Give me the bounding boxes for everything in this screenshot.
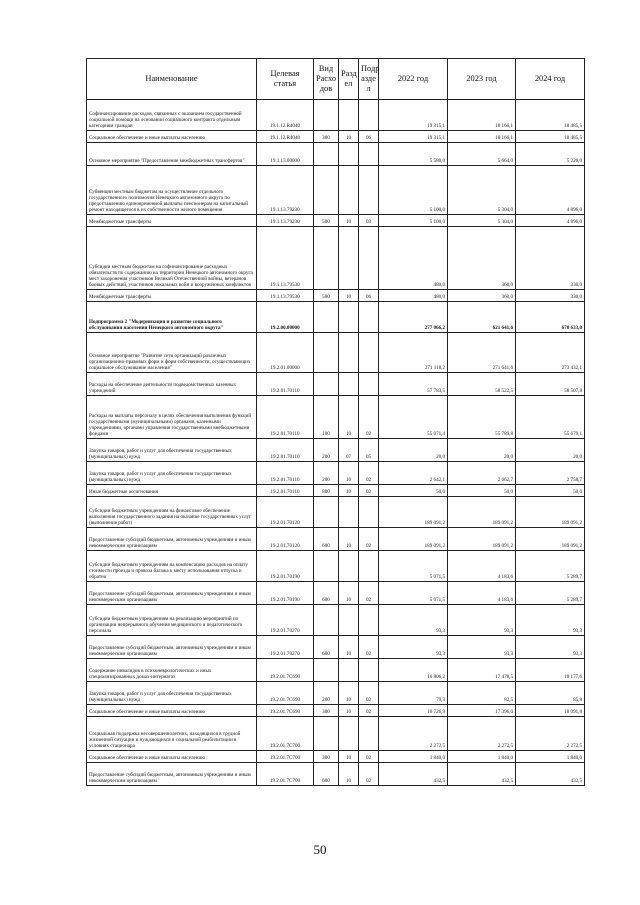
table-row: [87, 497, 585, 528]
header-year-2023: 2023 год: [448, 59, 516, 100]
amount-2022-cell: 277 066,2: [379, 302, 448, 333]
subsection-cell: 06: [359, 290, 379, 302]
section-cell: [339, 717, 359, 751]
amount-2024-cell: 18 091,8: [516, 705, 585, 717]
row-name-cell: Закупка товаров, работ и услуг для обеспечения государственных (муниципальных) нужд: [87, 462, 257, 485]
row-name-cell: Подпрограмма 2 "Модернизация и развитие социального обслуживания населения Ненецкого автономного округа": [87, 302, 257, 333]
row-name-cell: Межбюджетные трансферты: [87, 215, 257, 227]
subsection-cell: 02: [359, 582, 379, 605]
table-row: [87, 705, 585, 717]
amount-2022-cell: 5 100,0: [379, 166, 448, 215]
row-name-cell: Субсидии бюджетным учреждениям на финансовое обеспечение выполнения государственного задания на оказание государственных услуг (выполнение работ): [87, 497, 257, 528]
expense-type-cell: 600: [314, 582, 339, 605]
amount-2022-cell: 5 071,5: [379, 582, 448, 605]
target-article-cell: 19.2.01.00000: [257, 333, 314, 373]
amount-2024-cell: 330,0: [516, 290, 585, 302]
expense-type-cell: [314, 659, 339, 682]
subsection-cell: [359, 227, 379, 290]
section-cell: 10: [339, 215, 359, 227]
target-article-cell: 19.2.01.7С690: [257, 705, 314, 717]
section-cell: [339, 373, 359, 396]
budget-table: [86, 58, 585, 786]
amount-2022-cell: 16 726,9: [379, 705, 448, 717]
section-cell: [339, 659, 359, 682]
amount-2023-cell: 2 662,7: [448, 462, 516, 485]
amount-2023-cell: 4 183,6: [448, 551, 516, 582]
amount-2023-cell: 189 091,2: [448, 528, 516, 551]
table-row: [87, 100, 585, 131]
amount-2022-cell: 5 100,0: [379, 215, 448, 227]
amount-2024-cell: 5 289,7: [516, 582, 585, 605]
target-article-cell: 19.1.13.00000: [257, 143, 314, 166]
target-article-cell: 19.2.01.70270: [257, 636, 314, 659]
section-cell: [339, 551, 359, 582]
amount-2024-cell: 4 896,0: [516, 215, 585, 227]
row-name-cell: Иные бюджетные ассигнования: [87, 485, 257, 497]
table-row: [87, 682, 585, 705]
amount-2024-cell: 273 432,1: [516, 333, 585, 373]
amount-2023-cell: 58 522,5: [448, 373, 516, 396]
amount-2023-cell: 18 166,1: [448, 100, 516, 131]
amount-2022-cell: 5 580,0: [379, 143, 448, 166]
amount-2024-cell: 2 272,5: [516, 717, 585, 751]
subsection-cell: [359, 302, 379, 333]
target-article-cell: 19.1.13.79530: [257, 227, 314, 290]
expense-type-cell: 500: [314, 215, 339, 227]
row-name-cell: Закупка товаров, работ и услуг для обеспечения государственных (муниципальных) нужд: [87, 682, 257, 705]
amount-2023-cell: 432,5: [448, 763, 516, 786]
section-cell: [339, 333, 359, 373]
row-name-cell: Субсидии местным бюджетам на софинансирование расходных обязательств по содержанию на территории Ненецкого автономного округа мест захоронения участников Великой Отечественной войны, ветеранов боевых действий, участников локальных войн и вооружённых конфликтов: [87, 227, 257, 290]
table-row: [87, 227, 585, 290]
section-cell: 10: [339, 528, 359, 551]
amount-2024-cell: 93,3: [516, 605, 585, 636]
amount-2023-cell: 20,0: [448, 439, 516, 462]
section-cell: [339, 497, 359, 528]
expense-type-cell: [314, 605, 339, 636]
amount-2024-cell: 18 177,6: [516, 659, 585, 682]
expense-type-cell: 600: [314, 636, 339, 659]
amount-2024-cell: 18 485,5: [516, 131, 585, 143]
target-article-cell: 19.2.01.70110: [257, 462, 314, 485]
expense-type-cell: [314, 717, 339, 751]
subsection-cell: 02: [359, 396, 379, 439]
amount-2022-cell: 50,0: [379, 485, 448, 497]
target-article-cell: 19.2.01.70120: [257, 528, 314, 551]
table-row: [87, 396, 585, 439]
table-row: [87, 751, 585, 763]
amount-2022-cell: 57 783,5: [379, 373, 448, 396]
table-row: [87, 143, 585, 166]
subsection-cell: 02: [359, 528, 379, 551]
section-cell: 07: [339, 439, 359, 462]
expense-type-cell: 600: [314, 528, 339, 551]
row-name-cell: Содержание инвалидов в психоневрологических и иных специализированных домах-интернатах: [87, 659, 257, 682]
target-article-cell: 19.2.01.70110: [257, 396, 314, 439]
header-year-2024: 2024 год: [516, 59, 585, 100]
section-cell: 10: [339, 290, 359, 302]
row-name-cell: Основное мероприятие "Предоставление межбюджетных трансфертов": [87, 143, 257, 166]
amount-2023-cell: 621 641,6: [448, 302, 516, 333]
amount-2022-cell: 93,3: [379, 605, 448, 636]
subsection-cell: [359, 605, 379, 636]
table-row: [87, 302, 585, 333]
amount-2023-cell: 18 166,1: [448, 131, 516, 143]
table-row: [87, 605, 585, 636]
amount-2023-cell: 271 641,6: [448, 333, 516, 373]
header-section: Разд ел: [339, 59, 359, 100]
table-row: [87, 763, 585, 786]
header-name: Наименование: [87, 59, 257, 100]
target-article-cell: 19.2.01.70190: [257, 582, 314, 605]
amount-2022-cell: 189 091,2: [379, 497, 448, 528]
expense-type-cell: [314, 333, 339, 373]
subsection-cell: 02: [359, 462, 379, 485]
section-cell: 10: [339, 462, 359, 485]
amount-2023-cell: 4 183,6: [448, 582, 516, 605]
table-row: [87, 636, 585, 659]
amount-2024-cell: 58 507,8: [516, 373, 585, 396]
expense-type-cell: [314, 302, 339, 333]
header-target-article: Целевая статья: [257, 59, 314, 100]
expense-type-cell: [314, 373, 339, 396]
amount-2022-cell: 480,0: [379, 227, 448, 290]
amount-2024-cell: 330,0: [516, 227, 585, 290]
section-cell: 10: [339, 705, 359, 717]
target-article-cell: 19.2.01.70270: [257, 605, 314, 636]
row-name-cell: Социальная поддержка несовершеннолетних, находящихся в трудной жизненной ситуации и нуждающихся в социальной реабилитации в условиях стационара: [87, 717, 257, 751]
target-article-cell: 19.2.01.70110: [257, 439, 314, 462]
table-row: [87, 717, 585, 751]
row-name-cell: Социальное обеспечение и иные выплаты населению: [87, 705, 257, 717]
section-cell: 10: [339, 131, 359, 143]
amount-2022-cell: 20,0: [379, 439, 448, 462]
amount-2023-cell: 360,0: [448, 227, 516, 290]
expense-type-cell: 300: [314, 131, 339, 143]
expense-type-cell: [314, 143, 339, 166]
target-article-cell: 19.2.01.7С700: [257, 717, 314, 751]
subsection-cell: [359, 100, 379, 131]
amount-2022-cell: 79,3: [379, 682, 448, 705]
amount-2022-cell: 2 642,1: [379, 462, 448, 485]
header-year-2022: 2022 год: [379, 59, 448, 100]
amount-2024-cell: 5 226,0: [516, 143, 585, 166]
amount-2023-cell: 189 091,2: [448, 497, 516, 528]
table-row: [87, 582, 585, 605]
subsection-cell: [359, 659, 379, 682]
subsection-cell: [359, 143, 379, 166]
row-name-cell: Социальное обеспечение и иные выплаты населению: [87, 131, 257, 143]
row-name-cell: Субвенции местным бюджетам на осуществление отдельного государственного полномочия Ненецкого автономного округа по предоставлению единовременной выплаты пенсионерам на капитальный ремонт находящегося в их собственности жилого помещения: [87, 166, 257, 215]
amount-2024-cell: 93,3: [516, 636, 585, 659]
amount-2022-cell: 2 272,5: [379, 717, 448, 751]
target-article-cell: 19.2.01.7С690: [257, 682, 314, 705]
amount-2022-cell: 432,5: [379, 763, 448, 786]
section-cell: 10: [339, 485, 359, 497]
expense-type-cell: 800: [314, 485, 339, 497]
expense-type-cell: 200: [314, 462, 339, 485]
amount-2024-cell: 1 840,0: [516, 751, 585, 763]
amount-2022-cell: 271 118,2: [379, 333, 448, 373]
expense-type-cell: 100: [314, 396, 339, 439]
amount-2023-cell: 2 272,5: [448, 717, 516, 751]
amount-2023-cell: 82,5: [448, 682, 516, 705]
subsection-cell: [359, 373, 379, 396]
page-number: 50: [313, 842, 327, 857]
expense-type-cell: [314, 227, 339, 290]
section-cell: 10: [339, 582, 359, 605]
target-article-cell: 19.2.01.70110: [257, 485, 314, 497]
amount-2024-cell: 18 485,5: [516, 100, 585, 131]
target-article-cell: 19.2.01.7С700: [257, 763, 314, 786]
section-cell: [339, 143, 359, 166]
section-cell: [339, 100, 359, 131]
amount-2022-cell: 55 071,4: [379, 396, 448, 439]
row-name-cell: Расходы на обеспечение деятельности подведомственных казенных учреждений: [87, 373, 257, 396]
table-row: [87, 373, 585, 396]
amount-2022-cell: 1 840,0: [379, 751, 448, 763]
section-cell: [339, 302, 359, 333]
amount-2023-cell: 93,3: [448, 636, 516, 659]
amount-2023-cell: 17 396,0: [448, 705, 516, 717]
table-row: [87, 551, 585, 582]
target-article-cell: 19.2.01.70190: [257, 551, 314, 582]
expense-type-cell: [314, 100, 339, 131]
subsection-cell: [359, 551, 379, 582]
target-article-cell: 19.1.13.79530: [257, 290, 314, 302]
row-name-cell: Предоставление субсидий бюджетным, автономным учреждениям и иным некоммерческим организациям: [87, 763, 257, 786]
header-subsection: Подр азде л: [359, 59, 379, 100]
section-cell: [339, 227, 359, 290]
target-article-cell: 19.1.13.79230: [257, 166, 314, 215]
amount-2024-cell: 5 289,7: [516, 551, 585, 582]
amount-2024-cell: 20,0: [516, 439, 585, 462]
subsection-cell: [359, 497, 379, 528]
amount-2022-cell: 189 091,2: [379, 528, 448, 551]
subsection-cell: 02: [359, 751, 379, 763]
amount-2022-cell: 5 071,5: [379, 551, 448, 582]
expense-type-cell: 200: [314, 439, 339, 462]
amount-2024-cell: 189 091,2: [516, 497, 585, 528]
target-article-cell: 19.1.12.R4040: [257, 131, 314, 143]
target-article-cell: 19.2.01.70110: [257, 373, 314, 396]
expense-type-cell: 500: [314, 290, 339, 302]
subsection-cell: [359, 717, 379, 751]
expense-type-cell: [314, 551, 339, 582]
amount-2024-cell: 85,8: [516, 682, 585, 705]
expense-type-cell: [314, 497, 339, 528]
section-cell: 10: [339, 763, 359, 786]
expense-type-cell: 300: [314, 751, 339, 763]
subsection-cell: 03: [359, 215, 379, 227]
row-name-cell: Межбюджетные трансферты: [87, 290, 257, 302]
header-expense-type: Вид Расхо дов: [314, 59, 339, 100]
table-row: [87, 290, 585, 302]
subsection-cell: 05: [359, 439, 379, 462]
amount-2023-cell: 1 840,0: [448, 751, 516, 763]
table-row: [87, 166, 585, 215]
row-name-cell: Субсидии бюджетным учреждениям на реализацию мероприятий по организации непрерывного обучения медицинского и педагогического персонала: [87, 605, 257, 636]
target-article-cell: 19.2.01.7С690: [257, 659, 314, 682]
amount-2023-cell: 5 304,0: [448, 215, 516, 227]
section-cell: [339, 166, 359, 215]
amount-2022-cell: 19 315,1: [379, 131, 448, 143]
amount-2022-cell: 16 806,2: [379, 659, 448, 682]
table-row: [87, 485, 585, 497]
subsection-cell: 02: [359, 682, 379, 705]
table-row: [87, 131, 585, 143]
amount-2024-cell: 2 758,7: [516, 462, 585, 485]
table-body: [87, 100, 585, 786]
subsection-cell: 06: [359, 131, 379, 143]
subsection-cell: 02: [359, 705, 379, 717]
amount-2023-cell: 50,0: [448, 485, 516, 497]
subsection-cell: [359, 333, 379, 373]
expense-type-cell: 300: [314, 705, 339, 717]
section-cell: 10: [339, 396, 359, 439]
row-name-cell: Предоставление субсидий бюджетным, автономным учреждениям и иным некоммерческим организациям: [87, 636, 257, 659]
amount-2023-cell: 93,3: [448, 605, 516, 636]
row-name-cell: Социальное обеспечение и иные выплаты населению: [87, 751, 257, 763]
row-name-cell: Предоставление субсидий бюджетным, автономным учреждениям и иным некоммерческим организациям: [87, 582, 257, 605]
amount-2023-cell: 17 478,5: [448, 659, 516, 682]
amount-2024-cell: 432,5: [516, 763, 585, 786]
row-name-cell: Расходы на выплаты персоналу в целях обеспечения выполнения функций государственными (муниципальными) органами, казенными учреждениями, органами управления государственными внебюджетными фондами: [87, 396, 257, 439]
amount-2022-cell: 19 315,1: [379, 100, 448, 131]
table-row: [87, 333, 585, 373]
amount-2024-cell: 670 633,0: [516, 302, 585, 333]
subsection-cell: [359, 166, 379, 215]
target-article-cell: 19.1.13.79230: [257, 215, 314, 227]
amount-2023-cell: 5 664,0: [448, 143, 516, 166]
subsection-cell: 02: [359, 485, 379, 497]
row-name-cell: Софинансирование расходов, связанных с оказанием государственной социальной помощи на основании социального контракта отдельным категориям граждан: [87, 100, 257, 131]
target-article-cell: 19.2.01.7С700: [257, 751, 314, 763]
table-row: [87, 439, 585, 462]
row-name-cell: Предоставление субсидий бюджетным, автономным учреждениям и иным некоммерческим организациям: [87, 528, 257, 551]
amount-2024-cell: 50,0: [516, 485, 585, 497]
section-cell: 10: [339, 751, 359, 763]
expense-type-cell: [314, 166, 339, 215]
subsection-cell: 02: [359, 636, 379, 659]
table-row: [87, 462, 585, 485]
section-cell: [339, 605, 359, 636]
target-article-cell: 19.2.00.00000: [257, 302, 314, 333]
amount-2024-cell: 4 896,0: [516, 166, 585, 215]
table-row: [87, 215, 585, 227]
expense-type-cell: 200: [314, 682, 339, 705]
amount-2024-cell: 55 679,1: [516, 396, 585, 439]
expense-type-cell: 600: [314, 763, 339, 786]
row-name-cell: Основное мероприятие "Развитие сети организаций различных организационно-правовых форм и форм собственности, осуществляющих социальное обслуживание населения": [87, 333, 257, 373]
subsection-cell: 02: [359, 763, 379, 786]
row-name-cell: Субсидии бюджетным учреждениям на компенсацию расходов на оплату стоимости проезда и провоза багажа к месту использования отпуска и обратно: [87, 551, 257, 582]
table-row: [87, 659, 585, 682]
amount-2023-cell: 360,0: [448, 290, 516, 302]
table-header-row: [87, 59, 585, 100]
amount-2024-cell: 189 091,2: [516, 528, 585, 551]
amount-2022-cell: 93,3: [379, 636, 448, 659]
target-article-cell: 19.1.12.R4040: [257, 100, 314, 131]
section-cell: 10: [339, 636, 359, 659]
target-article-cell: 19.2.01.70120: [257, 497, 314, 528]
row-name-cell: Закупка товаров, работ и услуг для обеспечения государственных (муниципальных) нужд: [87, 439, 257, 462]
amount-2023-cell: 5 304,0: [448, 166, 516, 215]
amount-2022-cell: 480,0: [379, 290, 448, 302]
section-cell: 10: [339, 682, 359, 705]
amount-2023-cell: 55 789,8: [448, 396, 516, 439]
table-row: [87, 528, 585, 551]
